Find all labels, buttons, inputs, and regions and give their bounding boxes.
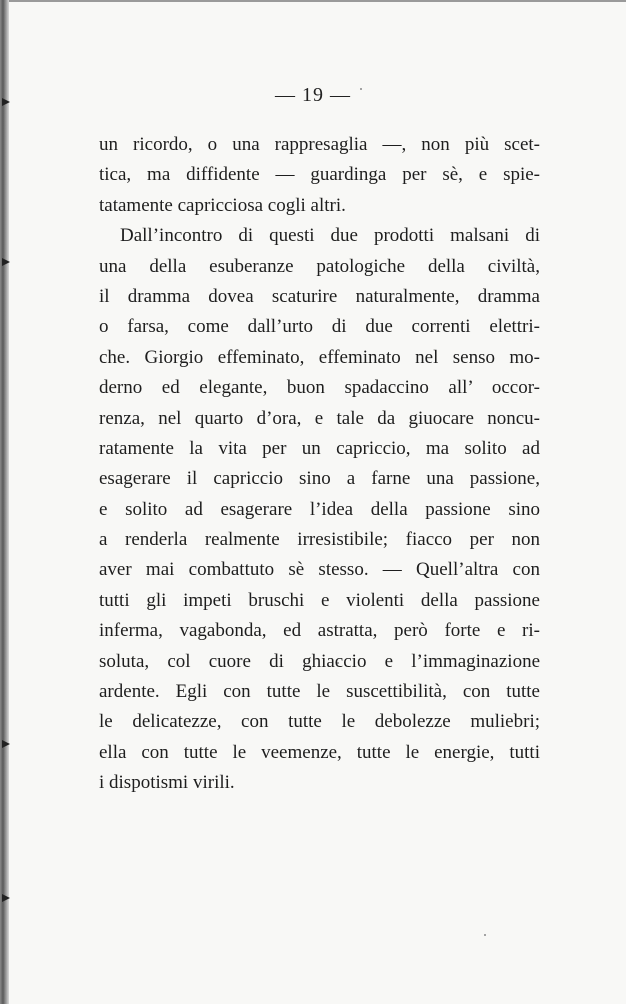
binding-tick-mark	[2, 258, 10, 266]
text-line: e solito ad esagerare l’idea della passione sino	[99, 498, 540, 520]
text-line: tica, ma diffidente — guardinga per sè, e spie-	[99, 164, 540, 186]
text-line: derno ed elegante, buon spadaccino all’ occor-	[99, 377, 540, 399]
text-line: a renderla realmente irresistibile; fiacco per non	[99, 529, 540, 551]
text-line: renza, nel quarto d’ora, e tale da giuocare noncu-	[99, 407, 540, 429]
binding-tick-mark	[2, 894, 10, 902]
text-line: Dall’incontro di questi due prodotti malsani di	[120, 225, 540, 247]
text-line: aver mai combattuto sè stesso. — Quell’altra con	[99, 559, 540, 581]
text-line: una della esuberanze patologiche della civiltà,	[99, 255, 540, 277]
text-line: che. Giorgio effeminato, effeminato nel senso mo-	[99, 346, 540, 368]
text-line: esagerare il capriccio sino a farne una passione,	[99, 468, 540, 490]
text-line: le delicatezze, con tutte le debolezze muliebri;	[99, 711, 540, 733]
book-binding-edge	[0, 0, 9, 1004]
text-line: soluta, col cuore di ghiaccio e l’immaginazione	[99, 650, 540, 672]
paragraph-1	[99, 130, 540, 221]
body-text	[99, 130, 540, 799]
text-line: tatamente capricciosa cogli altri.	[99, 194, 346, 216]
paragraph-2	[99, 221, 540, 798]
text-line: inferma, vagabonda, ed astratta, però forte e ri-	[99, 620, 540, 642]
text-line: o farsa, come dall’urto di due correnti elettri-	[99, 316, 540, 338]
text-line: ella con tutte le veemenze, tutte le energie, tutti	[99, 741, 540, 763]
page-number: — 19 —	[275, 84, 351, 106]
text-line: un ricordo, o una rappresaglia —, non più scet-	[99, 134, 540, 155]
text-line: ratamente la vita per un capriccio, ma solito ad	[99, 437, 540, 459]
binding-tick-mark	[2, 740, 10, 748]
text-line: ardente. Egli con tutte le suscettibilità, con tutte	[99, 681, 540, 703]
paper-speck	[484, 934, 486, 936]
text-line: i dispotismi virili.	[99, 772, 235, 794]
text-line: tutti gli impeti bruschi e violenti della passione	[99, 589, 540, 611]
page-top-edge	[0, 0, 626, 2]
text-line: il dramma dovea scaturire naturalmente, dramma	[99, 285, 540, 307]
